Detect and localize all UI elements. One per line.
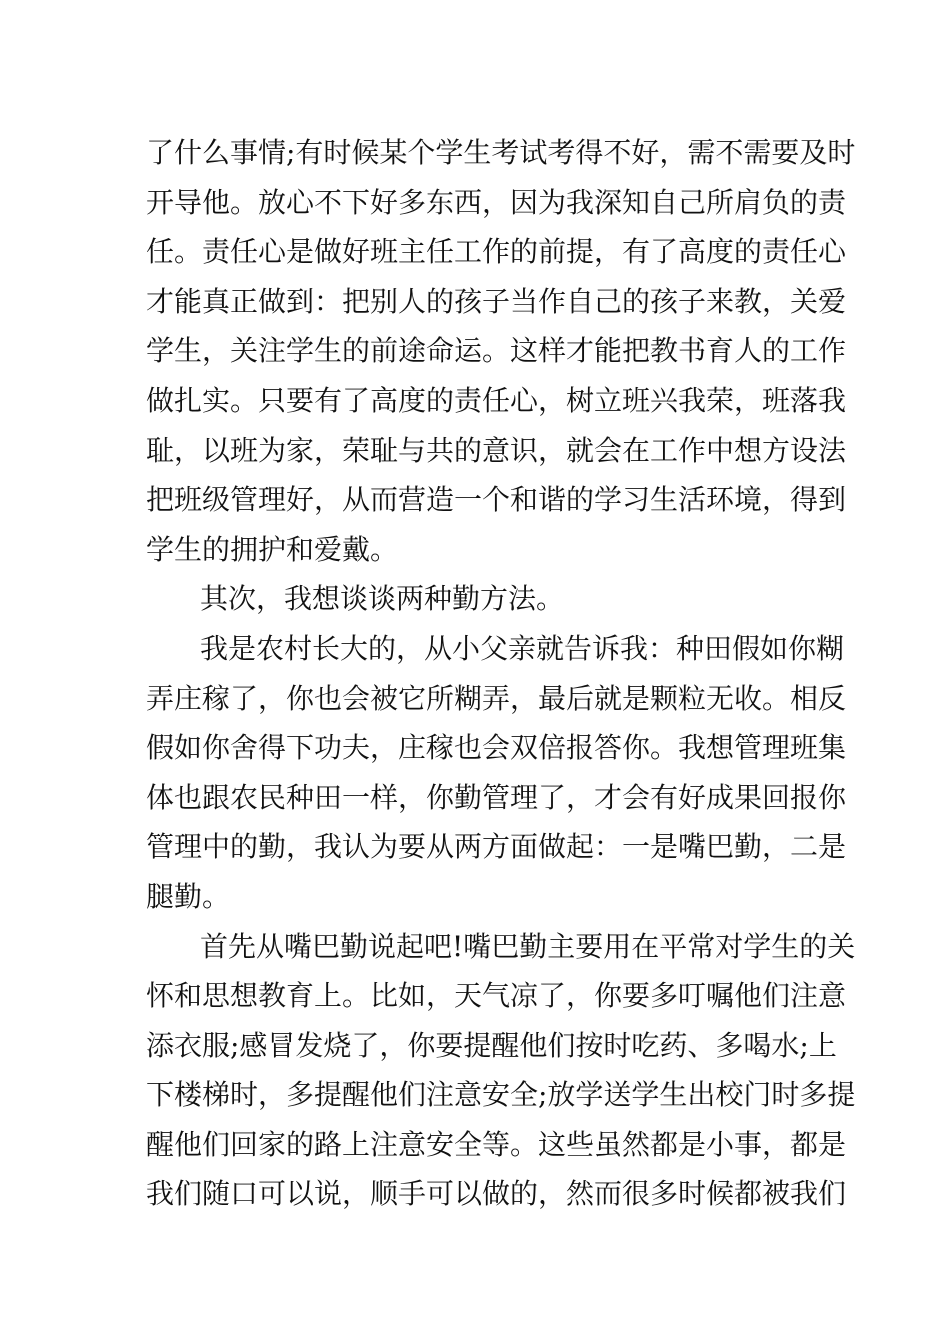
text-line: 学生，关注学生的前途命运。这样才能把教书育人的工作 (146, 334, 847, 368)
text-line: 学生的拥护和爱戴。 (146, 532, 399, 566)
text-line: 怀和思想教育上。比如，天气凉了，你要多叮嘱他们注意 (146, 979, 847, 1013)
paragraph-start-line: 其次，我想谈谈两种勤方法。 (200, 582, 565, 616)
text-line: 把班级管理好，从而营造一个和谐的学习生活环境，得到 (146, 483, 847, 517)
text-line: 才能真正做到：把别人的孩子当作自己的孩子来教，关爱 (146, 284, 847, 318)
text-line: 任。责任心是做好班主任工作的前提，有了高度的责任心 (146, 235, 847, 269)
paragraph-start-line: 我是农村长大的，从小父亲就告诉我：种田假如你糊 (200, 631, 845, 665)
text-line: 醒他们回家的路上注意安全等。这些虽然都是小事，都是 (146, 1127, 847, 1161)
text-line: 腿勤。 (146, 879, 231, 913)
text-line: 我们随口可以说，顺手可以做的，然而很多时候都被我们 (146, 1177, 847, 1211)
body-text (146, 128, 856, 1219)
text-line: 耻，以班为家，荣耻与共的意识，就会在工作中想方设法 (146, 433, 847, 467)
text-line: 下楼梯时，多提醒他们注意安全;放学送学生出校门时多提 (146, 1078, 856, 1112)
text-line: 管理中的勤，我认为要从两方面做起：一是嘴巴勤，二是 (146, 830, 847, 864)
text-line: 弄庄稼了，你也会被它所糊弄，最后就是颗粒无收。相反 (146, 681, 847, 715)
text-line: 了什么事情;有时候某个学生考试考得不好，需不需要及时 (146, 136, 856, 169)
text-line: 做扎实。只要有了高度的责任心，树立班兴我荣，班落我 (146, 383, 847, 417)
text-line: 假如你舍得下功夫，庄稼也会双倍报答你。我想管理班集 (146, 731, 847, 765)
text-line: 开导他。放心不下好多东西，因为我深知自己所肩负的责 (146, 185, 847, 219)
paragraph-start-line: 首先从嘴巴勤说起吧!嘴巴勤主要用在平常对学生的关 (200, 929, 856, 963)
text-line: 体也跟农民种田一样，你勤管理了，才会有好成果回报你 (146, 780, 847, 814)
text-line: 添衣服;感冒发烧了，你要提醒他们按时吃药、多喝水;上 (146, 1028, 837, 1062)
